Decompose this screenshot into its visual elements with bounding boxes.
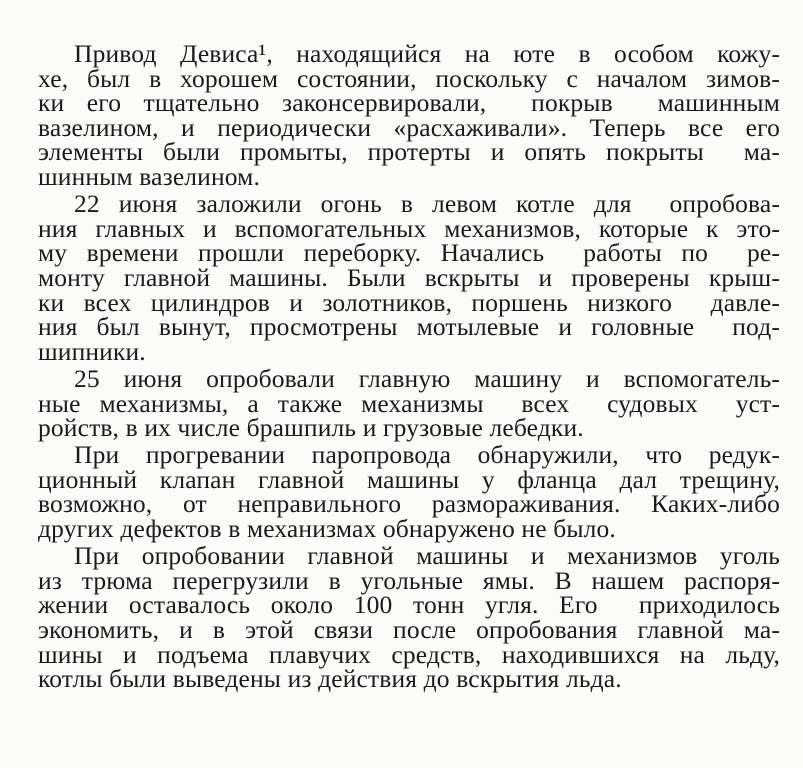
text-line: шипники. xyxy=(38,336,146,366)
text-line: монту главной машины. Были вскрыты и проверены крыш- xyxy=(38,262,780,292)
text-line: ния был вынут, просмотрены мотылевые и головные под- xyxy=(38,312,780,342)
text-line: шинным вазелином. xyxy=(38,161,260,191)
text-line: Привод Девиса¹, находящийся на юте в особом кожу- xyxy=(74,39,780,68)
text-line: 22 июня заложили огонь в левом котле для опробова- xyxy=(74,189,780,219)
text-line: возможно, от неправильного размораживания. Каких-либо xyxy=(38,489,780,519)
text-line: 25 июня опробовали главную машину и вспомогатель- xyxy=(74,363,780,393)
paragraph-davis-drive xyxy=(38,39,780,191)
text-line: вазелином, и периодически «расхаживали». Теперь все его xyxy=(38,112,780,142)
text-line: ройств, в их числе брашпиль и грузовые лебедки. xyxy=(38,413,584,443)
text-line: ционный клапан главной машины у фланца дал трещину, xyxy=(38,464,780,494)
text-line: ки всех цилиндров и золотников, поршень низкого давле- xyxy=(38,287,780,317)
text-line: ные механизмы, а также механизмы всех судовых уст- xyxy=(38,388,780,418)
body-text xyxy=(38,39,780,694)
text-line: других дефектов в механизмах обнаружено не было. xyxy=(38,514,616,544)
text-line: ния главных и вспомогательных механизмов, которые к это- xyxy=(38,213,780,243)
text-line: котлы были выведены из действия до вскрытия льда. xyxy=(38,664,622,694)
text-line: шины и подъема плавучих средств, находившихся на льду, xyxy=(38,639,780,669)
paragraph-june-25 xyxy=(38,363,780,443)
text-line: При прогревании паропровода обнаружили, что редук- xyxy=(74,440,780,470)
text-line: из трюма перегрузили в угольные ямы. В нашем распоря- xyxy=(38,565,780,595)
text-line: хе, был в хорошем состоянии, поскольку с началом зимов- xyxy=(38,63,780,93)
text-line: элементы были промыты, протерты и опять покрыты ма- xyxy=(38,137,780,167)
paragraph-steam-pipe xyxy=(38,440,780,544)
text-line: жении оставалось около 100 тонн угля. Его приходилось xyxy=(38,590,780,620)
paragraph-june-22 xyxy=(38,189,780,366)
text-line: му времени прошли переборку. Начались работы по ре- xyxy=(38,238,780,268)
text-line: ки его тщательно законсервировали, покрыв машинным xyxy=(38,88,780,118)
paragraph-coal xyxy=(38,541,780,694)
text-line: При опробовании главной машины и механизмов уголь xyxy=(74,541,780,571)
text-line: экономить, и в этой связи после опробования главной ма- xyxy=(38,615,780,645)
